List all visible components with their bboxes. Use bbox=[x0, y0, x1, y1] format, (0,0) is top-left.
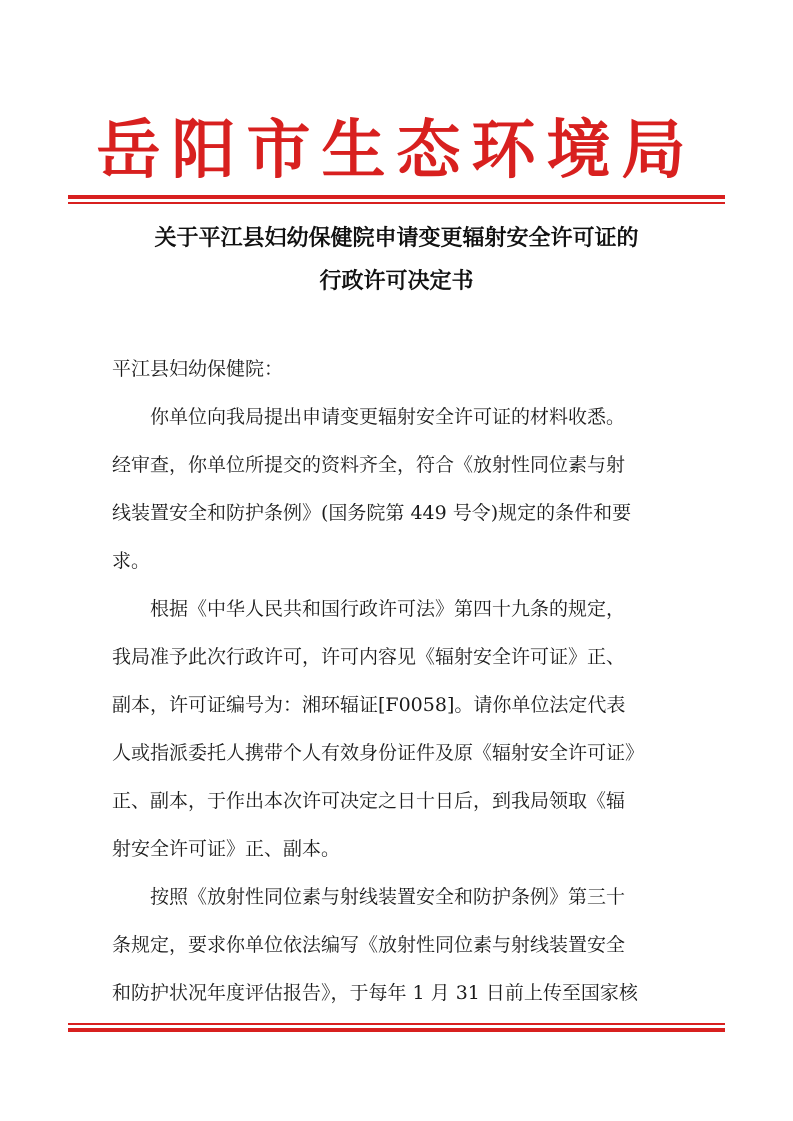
body-line: 线装置安全和防护条例》(国务院第 449 号令)规定的条件和要 bbox=[112, 502, 632, 524]
body-line: 求。 bbox=[112, 550, 151, 572]
body-line: 你单位向我局提出申请变更辐射安全许可证的材料收悉。 bbox=[112, 406, 626, 428]
document-title-line-2: 行政许可决定书 bbox=[319, 268, 474, 294]
document-title-line-1: 关于平江县妇幼保健院申请变更辐射安全许可证的 bbox=[154, 225, 639, 251]
body-line: 射安全许可证》正、副本。 bbox=[112, 838, 341, 860]
body-line: 根据《中华人民共和国行政许可法》第四十九条的规定， bbox=[112, 598, 626, 620]
letterhead-rule-thick bbox=[68, 195, 725, 199]
body-line: 人或指派委托人携带个人有效身份证件及原《辐射安全许可证》 bbox=[112, 742, 645, 764]
body-line: 条规定，要求你单位依法编写《放射性同位素与射线装置安全 bbox=[112, 934, 626, 956]
letterhead-title: 岳阳市生态环境局 bbox=[96, 114, 697, 188]
body-line: 正、副本，于作出本次许可决定之日十日后，到我局领取《辐 bbox=[112, 790, 626, 812]
footer-rule-thick bbox=[68, 1028, 725, 1032]
body-line: 经审查，你单位所提交的资料齐全，符合《放射性同位素与射 bbox=[112, 454, 626, 476]
body-line: 我局准予此次行政许可，许可内容见《辐射安全许可证》正、 bbox=[112, 646, 626, 668]
addressee: 平江县妇幼保健院： bbox=[112, 358, 284, 380]
body-line: 和防护状况年度评估报告》，于每年 1 月 31 日前上传至国家核 bbox=[112, 982, 638, 1004]
footer-rule-thin bbox=[68, 1023, 725, 1025]
letterhead-rule-thin bbox=[68, 202, 725, 204]
body-line: 副本，许可证编号为：湘环辐证[F0058]。请你单位法定代表 bbox=[112, 694, 626, 716]
body-line: 按照《放射性同位素与射线装置安全和防护条例》第三十 bbox=[112, 886, 626, 908]
